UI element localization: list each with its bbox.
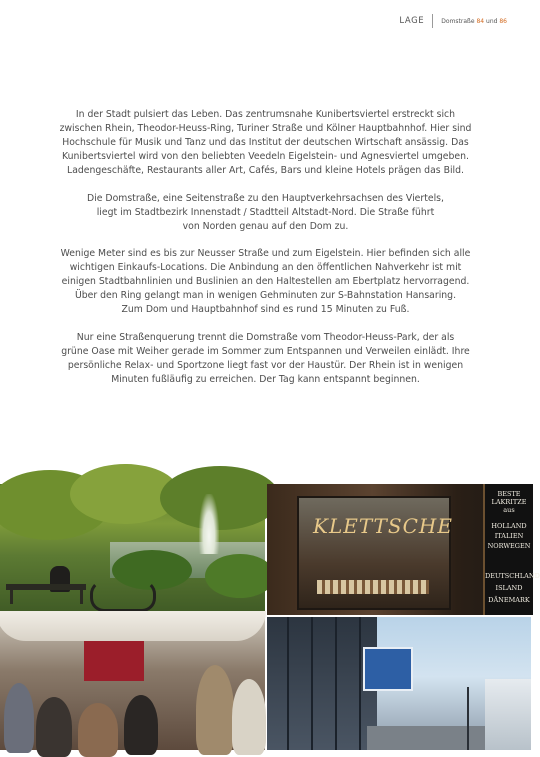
person	[36, 697, 72, 757]
location-description	[40, 108, 491, 400]
station-photo	[267, 617, 531, 750]
park-photo	[0, 484, 265, 615]
person	[4, 683, 34, 753]
chalkboard-sign: BESTE LAKRITZE aus HOLLAND ITALIEN NORWEGEN DEUTSCHLAND ISLAND DÄNEMARK	[483, 484, 533, 615]
shop-shelf	[317, 580, 429, 594]
red-awning	[84, 637, 144, 681]
page-header	[399, 14, 507, 28]
fountain	[199, 494, 219, 554]
section-title: LAGE	[399, 16, 425, 26]
person-in-coat	[196, 665, 234, 755]
person	[78, 703, 118, 757]
person	[232, 679, 266, 755]
shop-sign: KLETTSCHE	[313, 514, 453, 538]
bush	[205, 554, 275, 598]
paragraph-street: Die Domstraße, eine Seitenstraße zu den Hauptverkehrsachsen des Viertels, liegt im Stadtbezirk Innenstadt / Stadtteil Altstadt-Nord. Die Straße führt von Norden genau auf den Dom zu.	[87, 192, 444, 232]
building	[485, 679, 531, 750]
photo-collage	[0, 484, 540, 750]
paragraph-district: In der Stadt pulsiert das Leben. Das zentrumsnahe Kunibertsviertel erstreckt sich zwischen Rhein, Theodor-Heuss-Ring, Turiner Straße und Kölner Hauptbahnhof. Hier sind Hochschule für Musik und Tanz und das Institut der deutschen Wirtschaft ansässig. Das Kunibertsviertel wird von den beliebten Veedeln Eigelstein- und Agnesviertel umgeben. Ladengeschäfte, Restaurants aller Art, Cafés, Bars und kleine Hotels prägen das Bild.	[59, 109, 472, 176]
person	[124, 695, 158, 755]
property-address: Domstraße 84 und 86	[441, 17, 507, 25]
shop-photo	[267, 484, 540, 615]
paragraph-park: Nur eine Straßenquerung trennt die Domstraße vom Theodor-Heuss-Park, der als grüne Oase mit Weiher gerade im Sommer zum Entspannen und Verweilen einlädt. Ihre persönliche Relax- und Sportzone liegt fast vor der Haustür. Der Rhein ist in wenigen Minuten fußläufig zu erreichen. Der Tag kann entspannt beginnen.	[61, 331, 470, 385]
tree	[160, 466, 280, 530]
paragraph-transport: Wenige Meter sind es bis zur Neusser Straße und zum Eigelstein. Hier befinden sich alle wichtigen Einkaufs-Locations. Die Anbindung an den öffentlichen Nahverkehr ist mit einigen Stadtbahnlinien und Buslinien an den Haltestellen am Ebertplatz hervorragend. Über den Ring gelangt man in wenigen Gehminuten zur S-Bahnstation Hansaring. Zum Dom und Hauptbahnhof sind es rund 15 Minuten zu Fuß.	[60, 248, 471, 315]
park-bench	[6, 584, 86, 590]
bicycle	[90, 580, 156, 612]
cafe-umbrella	[0, 611, 266, 641]
cafe-photo	[0, 617, 265, 750]
station-sign	[363, 647, 413, 691]
traffic-light-pole	[467, 687, 469, 750]
